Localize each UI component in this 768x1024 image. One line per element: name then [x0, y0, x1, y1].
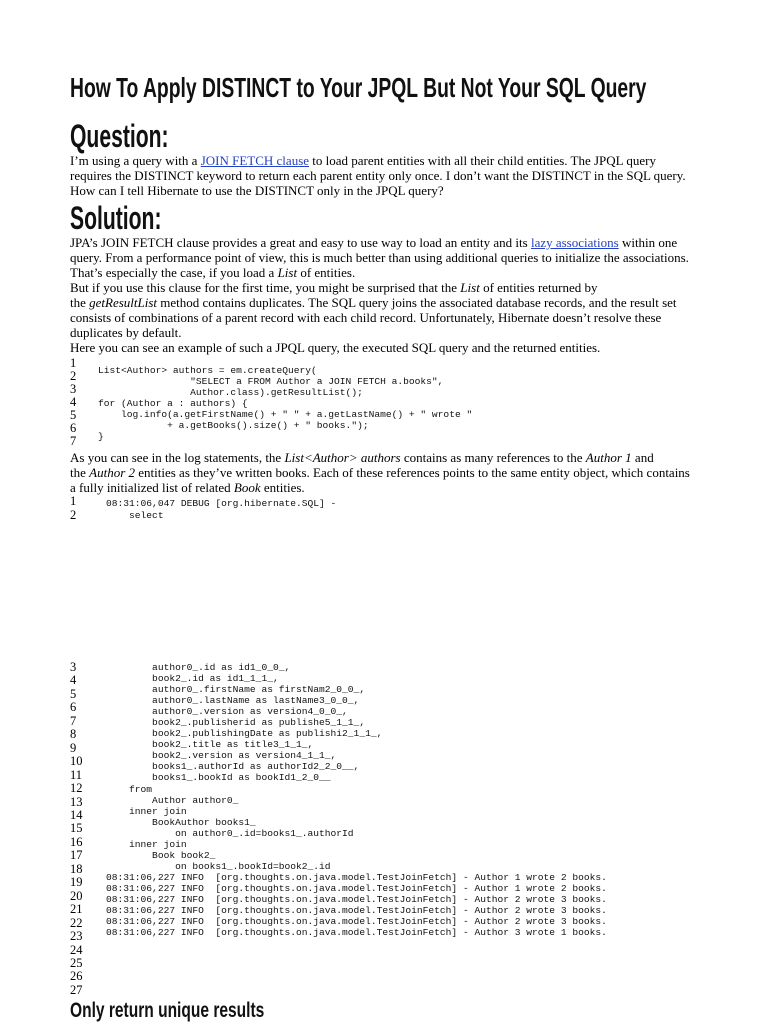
jpql-code-line-numbers: [70, 357, 76, 448]
line-number: 25: [70, 955, 83, 970]
text-run: I’m using a query with a: [70, 153, 201, 168]
text-line: [70, 250, 689, 265]
line-number: 24: [70, 942, 83, 957]
page-title: How To Apply DISTINCT to Your JPQL But Not Your SQL Query: [70, 72, 647, 103]
line-number: 15: [70, 821, 83, 836]
text-line: [70, 168, 686, 183]
text-run: of entities.: [297, 265, 356, 280]
line-number: 2: [70, 508, 77, 522]
solution-heading: Solution:: [70, 200, 162, 236]
log-line: on author0_.id=books1_.authorId: [106, 827, 354, 839]
italic-text: getResultList: [89, 295, 158, 310]
text-run: entities as they’ve written books. Each of these references points to the same entity object, which contains: [135, 465, 690, 480]
line-number: 9: [70, 740, 77, 755]
log-line: author0_.firstName as firstNam2_0_0_,: [106, 684, 366, 696]
log-line: from: [106, 783, 153, 795]
line-number: 4: [70, 395, 77, 409]
line-number: 4: [70, 673, 77, 688]
text-run: JPA’s JOIN FETCH clause provides a great and easy to use way to load an entity and its: [70, 235, 531, 250]
log-output-head: [106, 498, 336, 522]
log-line: 08:31:06,227 INFO [org.thoughts.on.java.model.TestJoinFetch] - Author 3 wrote 1 books.: [106, 927, 607, 939]
line-number: 3: [70, 660, 77, 674]
log-line: books1_.authorId as authorId2_2_0__,: [106, 761, 360, 773]
line-number: 12: [70, 781, 83, 796]
log-line: inner join: [106, 805, 187, 817]
log-line-numbers-bottom: [70, 661, 83, 997]
lazy-associations-link[interactable]: lazy associations: [530, 235, 619, 250]
question-paragraph: [70, 153, 686, 198]
join-fetch-clause-link[interactable]: JOIN FETCH clause: [200, 153, 310, 168]
italic-text: Author 1: [585, 450, 632, 465]
line-number: 5: [70, 408, 77, 422]
text-run: a fully initialized list of related: [70, 480, 234, 495]
text-line: [70, 153, 686, 168]
text-run: entities.: [260, 480, 305, 495]
line-number: 2: [70, 369, 77, 383]
log-line: 08:31:06,227 INFO [org.thoughts.on.java.model.TestJoinFetch] - Author 1 wrote 2 books.: [106, 882, 607, 894]
line-number: 16: [70, 834, 83, 849]
code-line: log.info(a.getFirstName() + " " + a.getLastName() + " wrote ": [98, 409, 473, 420]
code-line: + a.getBooks().size() + " books.");: [98, 420, 369, 431]
jpql-code-block: [98, 365, 472, 442]
line-number: 22: [70, 915, 83, 930]
line-number: 1: [70, 356, 77, 370]
line-number: 11: [70, 767, 83, 782]
log-line-numbers-top: [70, 494, 76, 522]
code-line: }: [98, 431, 104, 442]
line-number: 21: [70, 902, 83, 917]
text-line: [70, 340, 689, 355]
text-run: As you can see in the log statements, the: [70, 450, 285, 465]
italic-text: List<Author> authors: [284, 450, 401, 465]
text-run: contains as many references to the: [400, 450, 586, 465]
explanation-paragraph: [70, 450, 690, 495]
text-line: [70, 310, 689, 325]
line-number: 7: [70, 434, 77, 448]
line-number: 6: [70, 421, 77, 435]
text-run: the: [70, 295, 90, 310]
text-line: [70, 280, 689, 295]
log-line: book2_.id as id1_1_1_,: [106, 673, 279, 685]
line-number: 10: [70, 754, 83, 769]
line-number: 26: [70, 969, 83, 984]
line-number: 13: [70, 794, 83, 809]
text-line: [70, 465, 690, 480]
line-number: 6: [70, 700, 77, 715]
log-line: book2_.publisherid as publishe5_1_1_,: [106, 717, 366, 729]
line-number: 1: [70, 494, 77, 508]
log-line: BookAuthor books1_: [106, 816, 256, 828]
text-line: [70, 325, 689, 340]
italic-text: Book: [233, 480, 261, 495]
log-line: 08:31:06,227 INFO [org.thoughts.on.java.model.TestJoinFetch] - Author 2 wrote 3 books.: [106, 893, 607, 905]
line-number: 23: [70, 929, 83, 944]
solution-paragraph: [70, 235, 689, 355]
log-line: book2_.version as version4_1_1_,: [106, 750, 337, 762]
log-line: book2_.publishingDate as publishi2_1_1_,: [106, 728, 383, 740]
line-number: 20: [70, 888, 83, 903]
text-line: [70, 235, 689, 250]
italic-text: List: [460, 280, 480, 295]
line-number: 3: [70, 382, 77, 396]
log-line: inner join: [106, 838, 187, 850]
text-run: to load parent entities with all their child entities. The JPQL query: [309, 153, 656, 168]
text-line: [70, 450, 690, 465]
text-run: the: [70, 465, 90, 480]
text-run: and: [631, 450, 654, 465]
text-run: requires the DISTINCT keyword to return each parent entity only once. I don’t want the DISTINCT in the SQL query.: [70, 168, 686, 183]
text-run: Here you can see an example of such a JPQL query, the executed SQL query and the returned entities.: [70, 340, 601, 355]
text-run: within one: [618, 235, 678, 250]
log-line: books1_.bookId as bookId1_2_0__: [106, 772, 331, 784]
text-run: consists of combinations of a parent record with each child record. Unfortunately, Hibernate doesn’t resolve these: [70, 310, 662, 325]
line-number: 5: [70, 686, 77, 701]
text-run: of entities returned by: [479, 280, 598, 295]
italic-text: Author 2: [89, 465, 136, 480]
log-line: book2_.title as title3_1_1_,: [106, 739, 314, 751]
code-line: List<Author> authors = em.createQuery(: [98, 365, 317, 376]
log-line: Book book2_: [106, 849, 216, 861]
log-line: 08:31:06,227 INFO [org.thoughts.on.java.model.TestJoinFetch] - Author 2 wrote 3 books.: [106, 916, 607, 928]
line-number: 14: [70, 807, 83, 822]
italic-text: List: [277, 265, 298, 280]
log-line: select: [106, 510, 164, 521]
line-number: 7: [70, 713, 77, 728]
text-line: [70, 265, 689, 280]
log-line: author0_.id as id1_0_0_,: [106, 662, 291, 673]
text-run: duplicates by default.: [70, 325, 182, 340]
text-run: query. From a performance point of view, this is much better than using additional queries to initialize the associations.: [70, 250, 689, 265]
text-run: That’s especially the case, if you load a: [70, 265, 278, 280]
text-run: But if you use this clause for the first time, you might be surprised that the: [70, 280, 461, 295]
text-line: [70, 295, 689, 310]
text-line: [70, 183, 686, 198]
log-line: Author author0_: [106, 794, 239, 806]
text-run: method contains duplicates. The SQL query joins the associated database records, and the result set: [157, 295, 677, 310]
code-line: "SELECT a FROM Author a JOIN FETCH a.books",: [98, 376, 444, 387]
log-line: 08:31:06,047 DEBUG [org.hibernate.SQL] -: [106, 498, 337, 509]
line-number: 17: [70, 848, 83, 863]
log-line: author0_.version as version4_0_0_,: [106, 706, 348, 718]
line-number: 18: [70, 861, 83, 876]
log-line: author0_.lastName as lastName3_0_0_,: [106, 695, 360, 707]
code-line: for (Author a : authors) {: [98, 398, 248, 409]
line-number: 8: [70, 727, 77, 742]
question-heading: Question:: [70, 118, 169, 154]
next-section-heading: Only return unique results: [70, 999, 265, 1022]
text-run: How can I tell Hibernate to use the DISTINCT only in the JPQL query?: [70, 183, 444, 198]
line-number: 19: [70, 875, 83, 890]
text-line: [70, 480, 690, 495]
log-output-body: [106, 662, 607, 938]
code-line: Author.class).getResultList();: [98, 387, 363, 398]
log-line: 08:31:06,227 INFO [org.thoughts.on.java.model.TestJoinFetch] - Author 1 wrote 2 books.: [106, 871, 607, 883]
line-number: 27: [70, 982, 83, 997]
log-line: 08:31:06,227 INFO [org.thoughts.on.java.model.TestJoinFetch] - Author 2 wrote 3 books.: [106, 905, 607, 917]
log-line: on books1_.bookId=book2_.id: [106, 860, 331, 872]
